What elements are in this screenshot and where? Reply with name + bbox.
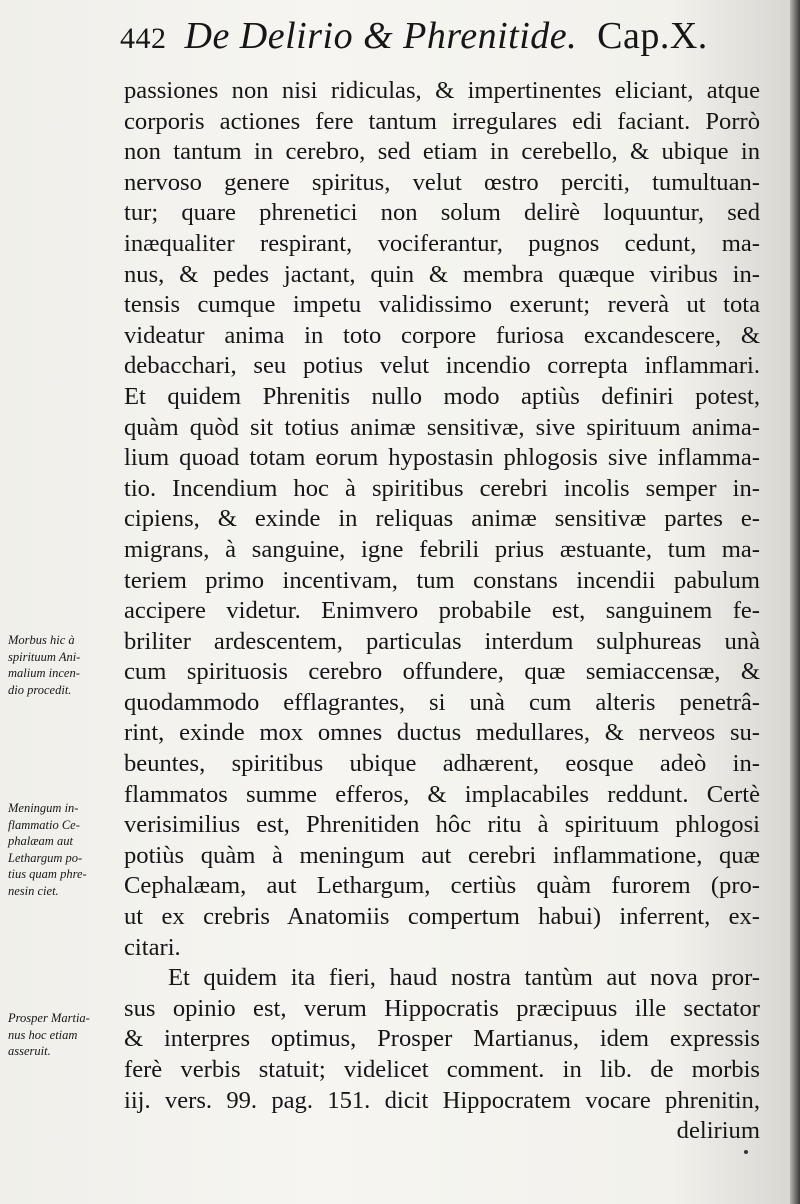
text-line: verisimilius est, Phrenitiden hôc ritu à spirituum phlogosi <box>124 811 760 839</box>
page-number: 442 <box>120 22 167 55</box>
text-line: nus, & pedes jactant, quin & membra quæque viribus in- <box>124 260 760 288</box>
margin-note-line: Meningum in- <box>8 801 79 815</box>
margin-note-fever <box>8 632 126 698</box>
text-line: Cephalæam, aut Lethargum, certiùs quàm furorem (pro- <box>124 872 760 900</box>
margin-note-line: flammatio Ce- <box>8 817 80 832</box>
text-line: teriem primo incentivam, tum constans incendii pabulum <box>124 566 760 594</box>
text-line: lium quoad totam eorum hypostasin phlogosis sive inflamma- <box>124 444 760 472</box>
running-header <box>120 14 760 74</box>
margin-note-martianus <box>8 1010 126 1060</box>
margin-note-line: Prosper Martia- <box>8 1011 90 1025</box>
chapter-label: Cap.X. <box>597 15 708 57</box>
text-line: quàm quòd sit totius animæ sensitivæ, sive spirituum anima- <box>124 413 760 441</box>
margin-note-line: dio procedit. <box>8 682 72 697</box>
text-line: rint, exinde mox omnes ductus medullares, & nerveos su- <box>124 719 760 747</box>
text-line: videatur anima in toto corpore furiosa excandescere, & <box>124 321 760 349</box>
text-line: quodammodo efflagrantes, si unà cum alteris penetrâ- <box>124 688 760 716</box>
ink-speck <box>744 1150 748 1154</box>
text-line: beuntes, spiritibus ubique adhærent, eosque adeò in- <box>124 750 760 778</box>
text-line: potiùs quàm à meningum aut cerebri inflammatione, quæ <box>124 841 760 869</box>
margin-note-line: nus hoc etiam <box>8 1027 78 1042</box>
text-line: non tantum in cerebro, sed etiam in cerebello, & ubique in <box>124 138 760 166</box>
margin-note-line: malium incen- <box>8 666 80 680</box>
text-line: passiones non nisi ridiculas, & impertinentes eliciant, atque <box>124 77 760 104</box>
text-line: Et quidem Phrenitis nullo modo aptiùs definiri potest, <box>124 382 760 410</box>
margin-note-line: spirituum Ani- <box>8 649 81 664</box>
main-text-block <box>124 76 760 1147</box>
margin-note-line: phalæam aut <box>8 834 73 848</box>
margin-note-line: Lethargum po- <box>8 850 83 865</box>
paragraph-start-line: Et quidem ita fieri, haud nostra tantùm aut nova pror- <box>168 964 760 992</box>
margin-note-line: asseruit. <box>8 1044 51 1058</box>
text-line: & interpres optimus, Prosper Martianus, idem expressis <box>124 1025 760 1053</box>
text-line: flammatos summe efferos, & implacabiles reddunt. Certè <box>124 780 760 808</box>
text-line: cum spirituosis cerebro offundere, quæ semiaccensæ, & <box>124 658 760 686</box>
text-line: inæqualiter respirant, vociferantur, pugnos cedunt, ma- <box>124 229 760 257</box>
page-edge <box>790 0 800 1204</box>
text-line: ut ex crebris Anatomiis compertum habui) inferrent, ex- <box>124 903 760 931</box>
text-line: tensis cumque impetu validissimo exerunt; reverà ut tota <box>124 291 760 319</box>
text-line: corporis actiones fere tantum irregulares edi faciant. Porrò <box>124 107 760 135</box>
paragraph-end-line: citari. <box>124 933 181 961</box>
text-line: tio. Incendium hoc à spiritibus cerebri incolis semper in- <box>124 474 760 502</box>
text-line: ferè verbis statuit; videlicet comment. in lib. de morbis <box>124 1056 760 1083</box>
margin-note-line: Morbus hic à <box>8 633 75 647</box>
margin-note-line: nesin ciet. <box>8 883 59 898</box>
running-title: De Delirio & Phrenitide. <box>184 15 578 57</box>
text-line: nervoso genere spiritus, velut œstro perciti, tumultuan- <box>124 168 760 196</box>
text-line: tur; quare phrenetici non solum delirè loquuntur, sed <box>124 199 760 227</box>
margin-note-line: tius quam phre- <box>8 867 87 881</box>
text-line: migrans, à sanguine, igne febrili prius æstuante, tum ma- <box>124 535 760 563</box>
text-line: accipere videtur. Enimvero probabile est, sanguinem fe- <box>124 597 760 625</box>
text-line: debacchari, seu potius velut incendio correpta inflammari. <box>124 352 760 380</box>
text-line: iij. vers. 99. pag. 151. dicit Hippocratem vocare phrenitin, <box>124 1086 760 1114</box>
text-line: cipiens, & exinde in reliquas animæ sensitivæ partes e- <box>124 505 760 533</box>
catchword: delirium <box>676 1117 760 1145</box>
text-line: sus opinio est, verum Hippocratis præcipuus ille sectator <box>124 994 760 1022</box>
margin-note-meninges <box>8 800 126 899</box>
text-line: briliter ardescentem, particulas interdum sulphureas unà <box>124 627 760 655</box>
